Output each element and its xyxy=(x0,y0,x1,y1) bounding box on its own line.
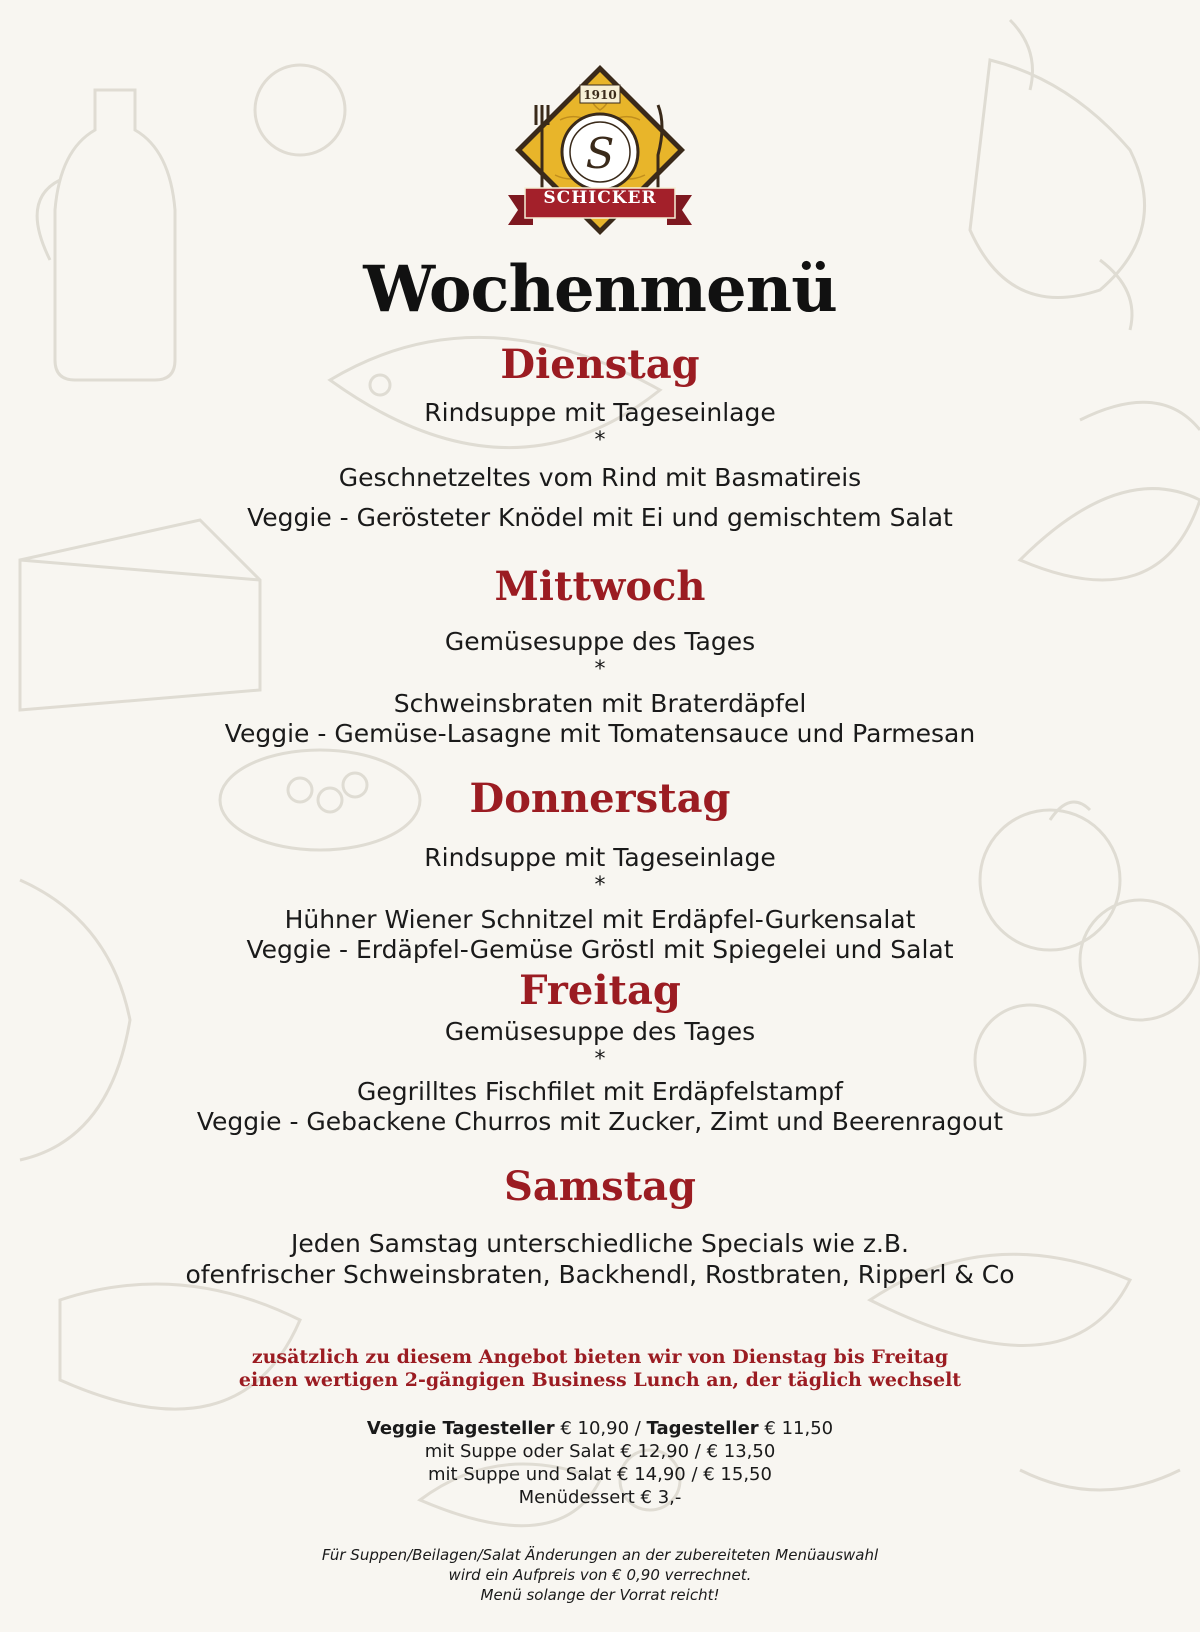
daily-plate-price: € 11,50 xyxy=(758,1418,834,1439)
price-soup-and-salad: mit Suppe und Salat € 14,90 / € 15,50 xyxy=(428,1464,772,1485)
day-heading-freitag: Freitag xyxy=(519,967,681,1014)
veggie-plate-label: Veggie Tagesteller xyxy=(366,1418,555,1439)
footnote-line3: Menü solange der Vorrat reicht! xyxy=(480,1586,720,1604)
soup-freitag: Gemüsesuppe des Tages xyxy=(444,1017,756,1046)
separator-freitag: * xyxy=(594,1047,606,1072)
footnote-line2: wird ein Aufpreis von € 0,90 verrechnet. xyxy=(448,1566,752,1584)
day-heading-dienstag: Dienstag xyxy=(500,341,700,388)
main-dish-freitag: Gegrilltes Fischfilet mit Erdäpfelstampf xyxy=(357,1077,843,1106)
price-soup-or-salad: mit Suppe oder Salat € 12,90 / € 13,50 xyxy=(424,1441,776,1462)
logo-name: SCHICKER xyxy=(543,188,657,208)
soup-dienstag: Rindsuppe mit Tageseinlage xyxy=(424,398,776,427)
page-title: Wochenmenü xyxy=(363,252,837,327)
day-heading-donnerstag: Donnerstag xyxy=(469,775,731,822)
soup-donnerstag: Rindsuppe mit Tageseinlage xyxy=(424,843,776,872)
saturday-specials-line2: ofenfrischer Schweinsbraten, Backhendl, Rostbraten, Ripperl & Co xyxy=(185,1260,1015,1289)
business-lunch-offer-line1: zusätzlich zu diesem Angebot bieten wir von Dienstag bis Freitag xyxy=(251,1346,949,1368)
separator-dienstag: * xyxy=(594,428,606,453)
soup-mittwoch: Gemüsesuppe des Tages xyxy=(444,627,756,656)
saturday-specials-line1: Jeden Samstag unterschiedliche Specials wie z.B. xyxy=(290,1229,909,1258)
main-dish-mittwoch: Schweinsbraten mit Braterdäpfel xyxy=(393,689,807,718)
veggie-dish-dienstag: Veggie - Gerösteter Knödel mit Ei und gemischtem Salat xyxy=(247,503,953,532)
price-dessert: Menüdessert € 3,- xyxy=(518,1487,682,1508)
separator-donnerstag: * xyxy=(594,873,606,898)
main-dish-donnerstag: Hühner Wiener Schnitzel mit Erdäpfel-Gurkensalat xyxy=(284,905,916,934)
svg-text:1910: 1910 xyxy=(583,88,617,102)
business-lunch-offer-line2: einen wertigen 2-gängigen Business Lunch an, der täglich wechselt xyxy=(238,1369,962,1391)
svg-text:S: S xyxy=(585,129,615,178)
schicker-logo xyxy=(500,60,700,245)
main-dish-dienstag: Geschnetzeltes vom Rind mit Basmatireis xyxy=(338,463,862,492)
daily-plate-label: Tagesteller xyxy=(646,1418,759,1439)
veggie-dish-freitag: Veggie - Gebackene Churros mit Zucker, Zimt und Beerenragout xyxy=(196,1107,1004,1136)
price-daily-plates xyxy=(0,1418,1200,1440)
day-heading-samstag: Samstag xyxy=(503,1163,696,1210)
separator-mittwoch: * xyxy=(594,657,606,682)
veggie-dish-donnerstag: Veggie - Erdäpfel-Gemüse Gröstl mit Spiegelei und Salat xyxy=(246,935,954,964)
footnote-line1: Für Suppen/Beilagen/Salat Änderungen an der zubereiteten Menüauswahl xyxy=(321,1546,879,1564)
veggie-plate-price: € 10,90 / xyxy=(554,1418,647,1439)
veggie-dish-mittwoch: Veggie - Gemüse-Lasagne mit Tomatensauce und Parmesan xyxy=(224,719,976,748)
day-heading-mittwoch: Mittwoch xyxy=(494,563,706,610)
